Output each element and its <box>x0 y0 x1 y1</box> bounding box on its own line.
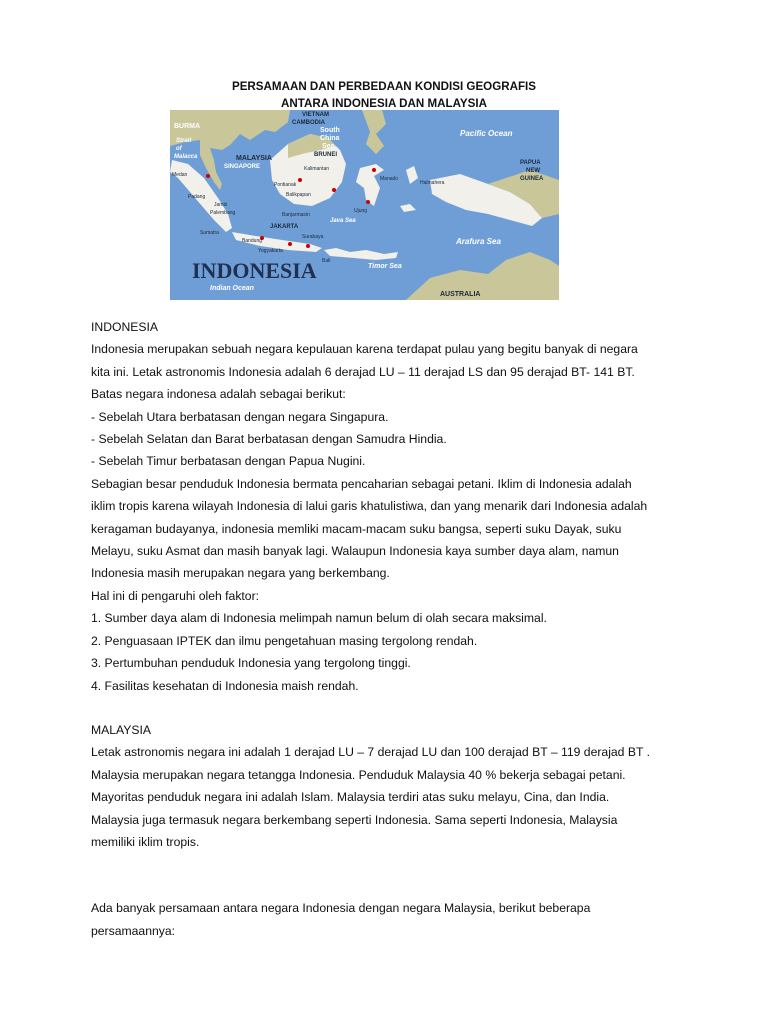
map-label-java-sea: Java Sea <box>330 218 356 224</box>
paragraph-line: Ada banyak persamaan antara negara Indonesia dengan negara Malaysia, berikut beberapa <box>91 901 591 916</box>
paragraph-line: kita ini. Letak astronomis Indonesia adalah 6 derajad LU – 11 derajad LS dan 95 derajad BT- 141 BT. <box>91 364 635 379</box>
map-label-south: South <box>320 127 340 134</box>
paragraph-line: Letak astronomis negara ini adalah 1 derajad LU – 7 derajad LU dan 100 derajad BT – 119 derajad BT . <box>91 745 650 760</box>
title-line-1: PERSAMAAN DAN PERBEDAAN KONDISI GEOGRAFIS <box>231 80 537 93</box>
map-label-kalimantan: Kalimantan <box>304 166 330 172</box>
map-label-brunei: BRUNEI <box>314 152 338 158</box>
map-label-cambodia: CAMBODIA <box>292 120 325 126</box>
paragraph-line: Indonesia masih merupakan negara yang berkembang. <box>91 566 390 581</box>
paragraph-line: Batas negara indonesa adalah sebagai berikut: <box>91 387 346 402</box>
map-label-manado: Manado <box>380 176 399 182</box>
paragraph-line: 4. Fasilitas kesehatan di Indonesia maish rendah. <box>91 678 359 693</box>
map-label-malaysia: MALAYSIA <box>236 155 272 162</box>
paragraph-line: Malaysia juga termasuk negara berkembang seperti Indonesia. Sama seperti Indonesia, Malaysia <box>91 812 618 827</box>
map-label-ujung: Ujung <box>354 208 368 214</box>
section-heading-malaysia: MALAYSIA <box>91 722 152 737</box>
map-label-jakarta: JAKARTA <box>270 224 299 230</box>
map-label-of: of <box>176 146 182 152</box>
map-label-sumatra: Sumatra <box>200 230 219 236</box>
map-label-palembang: Palembang <box>210 210 236 216</box>
map-label-pacific: Pacific Ocean <box>460 129 513 138</box>
paragraph-line: 3. Pertumbuhan penduduk Indonesia yang tergolong tinggi. <box>91 656 411 671</box>
document-title <box>0 78 768 112</box>
paragraph-line: 2. Penguasaan IPTEK dan ilmu pengetahuan masing tergolong rendah. <box>91 633 478 648</box>
document-body <box>91 316 691 942</box>
map-label-banjarmasin: Banjarmasin <box>282 212 310 218</box>
map-label-guinea: GUINEA <box>520 176 544 182</box>
map-label-malacca: Malacca <box>174 154 198 160</box>
section-heading-indonesia: INDONESIA <box>91 320 159 334</box>
map-label-pontianak: Pontianak <box>274 182 297 188</box>
map-label-timor: Timor Sea <box>368 263 402 270</box>
map-label-indian: Indian Ocean <box>210 285 254 292</box>
paragraph-line: Indonesia merupakan sebuah negara kepulauan karena terdapat pulau yang begitu banyak di negara <box>91 342 638 357</box>
map-label-jambi: Jambi <box>214 202 228 208</box>
map-label-sea: Sea <box>322 143 335 150</box>
paragraph-line: memiliki iklim tropis. <box>91 834 200 849</box>
map-label-bandung: Bandung <box>242 238 263 244</box>
paragraph-line: Hal ini di pengaruhi oleh faktor: <box>91 588 260 603</box>
map-label-arafura: Arafura Sea <box>456 237 501 246</box>
map-big-label: INDONESIA <box>192 258 317 283</box>
map-label-australia: AUSTRALIA <box>440 291 481 298</box>
map-label-bali: Bali <box>322 258 331 264</box>
malaysia-section <box>91 741 691 853</box>
paragraph-line: Mayoritas penduduk negara ini adalah Islam. Malaysia terdiri atas suku melayu, Cina, dan India. <box>91 790 610 805</box>
indonesia-section <box>91 338 691 697</box>
map-label-halmahera: Halmahera <box>420 180 445 186</box>
map-label-china: China <box>320 135 340 142</box>
paragraph-line: - Sebelah Utara berbatasan dengan negara Singapura. <box>91 409 389 424</box>
paragraph-line: - Sebelah Timur berbatasan dengan Papua Nugini. <box>91 454 366 469</box>
map-label-new: NEW <box>526 168 540 174</box>
map-label-balikpapan: Balikpapan <box>286 192 311 198</box>
paragraph-line: keragaman budayanya, indonesia memliki macam-macam suku bangsa, seperti suku Dayak, suku <box>91 521 622 536</box>
map-label-vietnam: VIETNAM <box>302 112 329 118</box>
paragraph-line: iklim tropis karena wilayah Indonesia di lalui garis khatulistiwa, dan yang menarik dari Indonesia adalah <box>91 499 648 514</box>
map-label-padang: Padang <box>188 194 206 200</box>
closing-section <box>91 897 691 942</box>
map-label-papua: PAPUA <box>520 160 541 166</box>
map-label-yogyakarta: Yogyakarta <box>258 248 283 254</box>
paragraph-line: Sebagian besar penduduk Indonesia bermata pencaharian sebagai petani. Iklim di Indonesia adalah <box>91 476 632 491</box>
paragraph-line: Malaysia merupakan negara tetangga Indonesia. Penduduk Malaysia 40 % bekerja sebagai petani. <box>91 767 626 782</box>
map-label-surabaya: Surabaya <box>302 234 324 240</box>
indonesia-map <box>170 110 559 300</box>
map-label-strait: Strait <box>176 138 192 144</box>
paragraph-line: Melayu, suku Asmat dan masih banyak lagi. Walaupun Indonesia kaya sumber daya alam, namun <box>91 544 619 559</box>
map-label-singapore: SINGAPORE <box>224 164 261 170</box>
paragraph-line: persamaannya: <box>91 923 176 938</box>
map-label-medan: Medan <box>172 172 188 178</box>
paragraph-line: - Sebelah Selatan dan Barat berbatasan dengan Samudra Hindia. <box>91 432 447 447</box>
title-line-2: ANTARA INDONESIA DAN MALAYSIA <box>281 97 487 110</box>
paragraph-line: 1. Sumber daya alam di Indonesia melimpah namun belum di olah secara maksimal. <box>91 611 547 626</box>
map-label-burma: BURMA <box>174 123 201 130</box>
